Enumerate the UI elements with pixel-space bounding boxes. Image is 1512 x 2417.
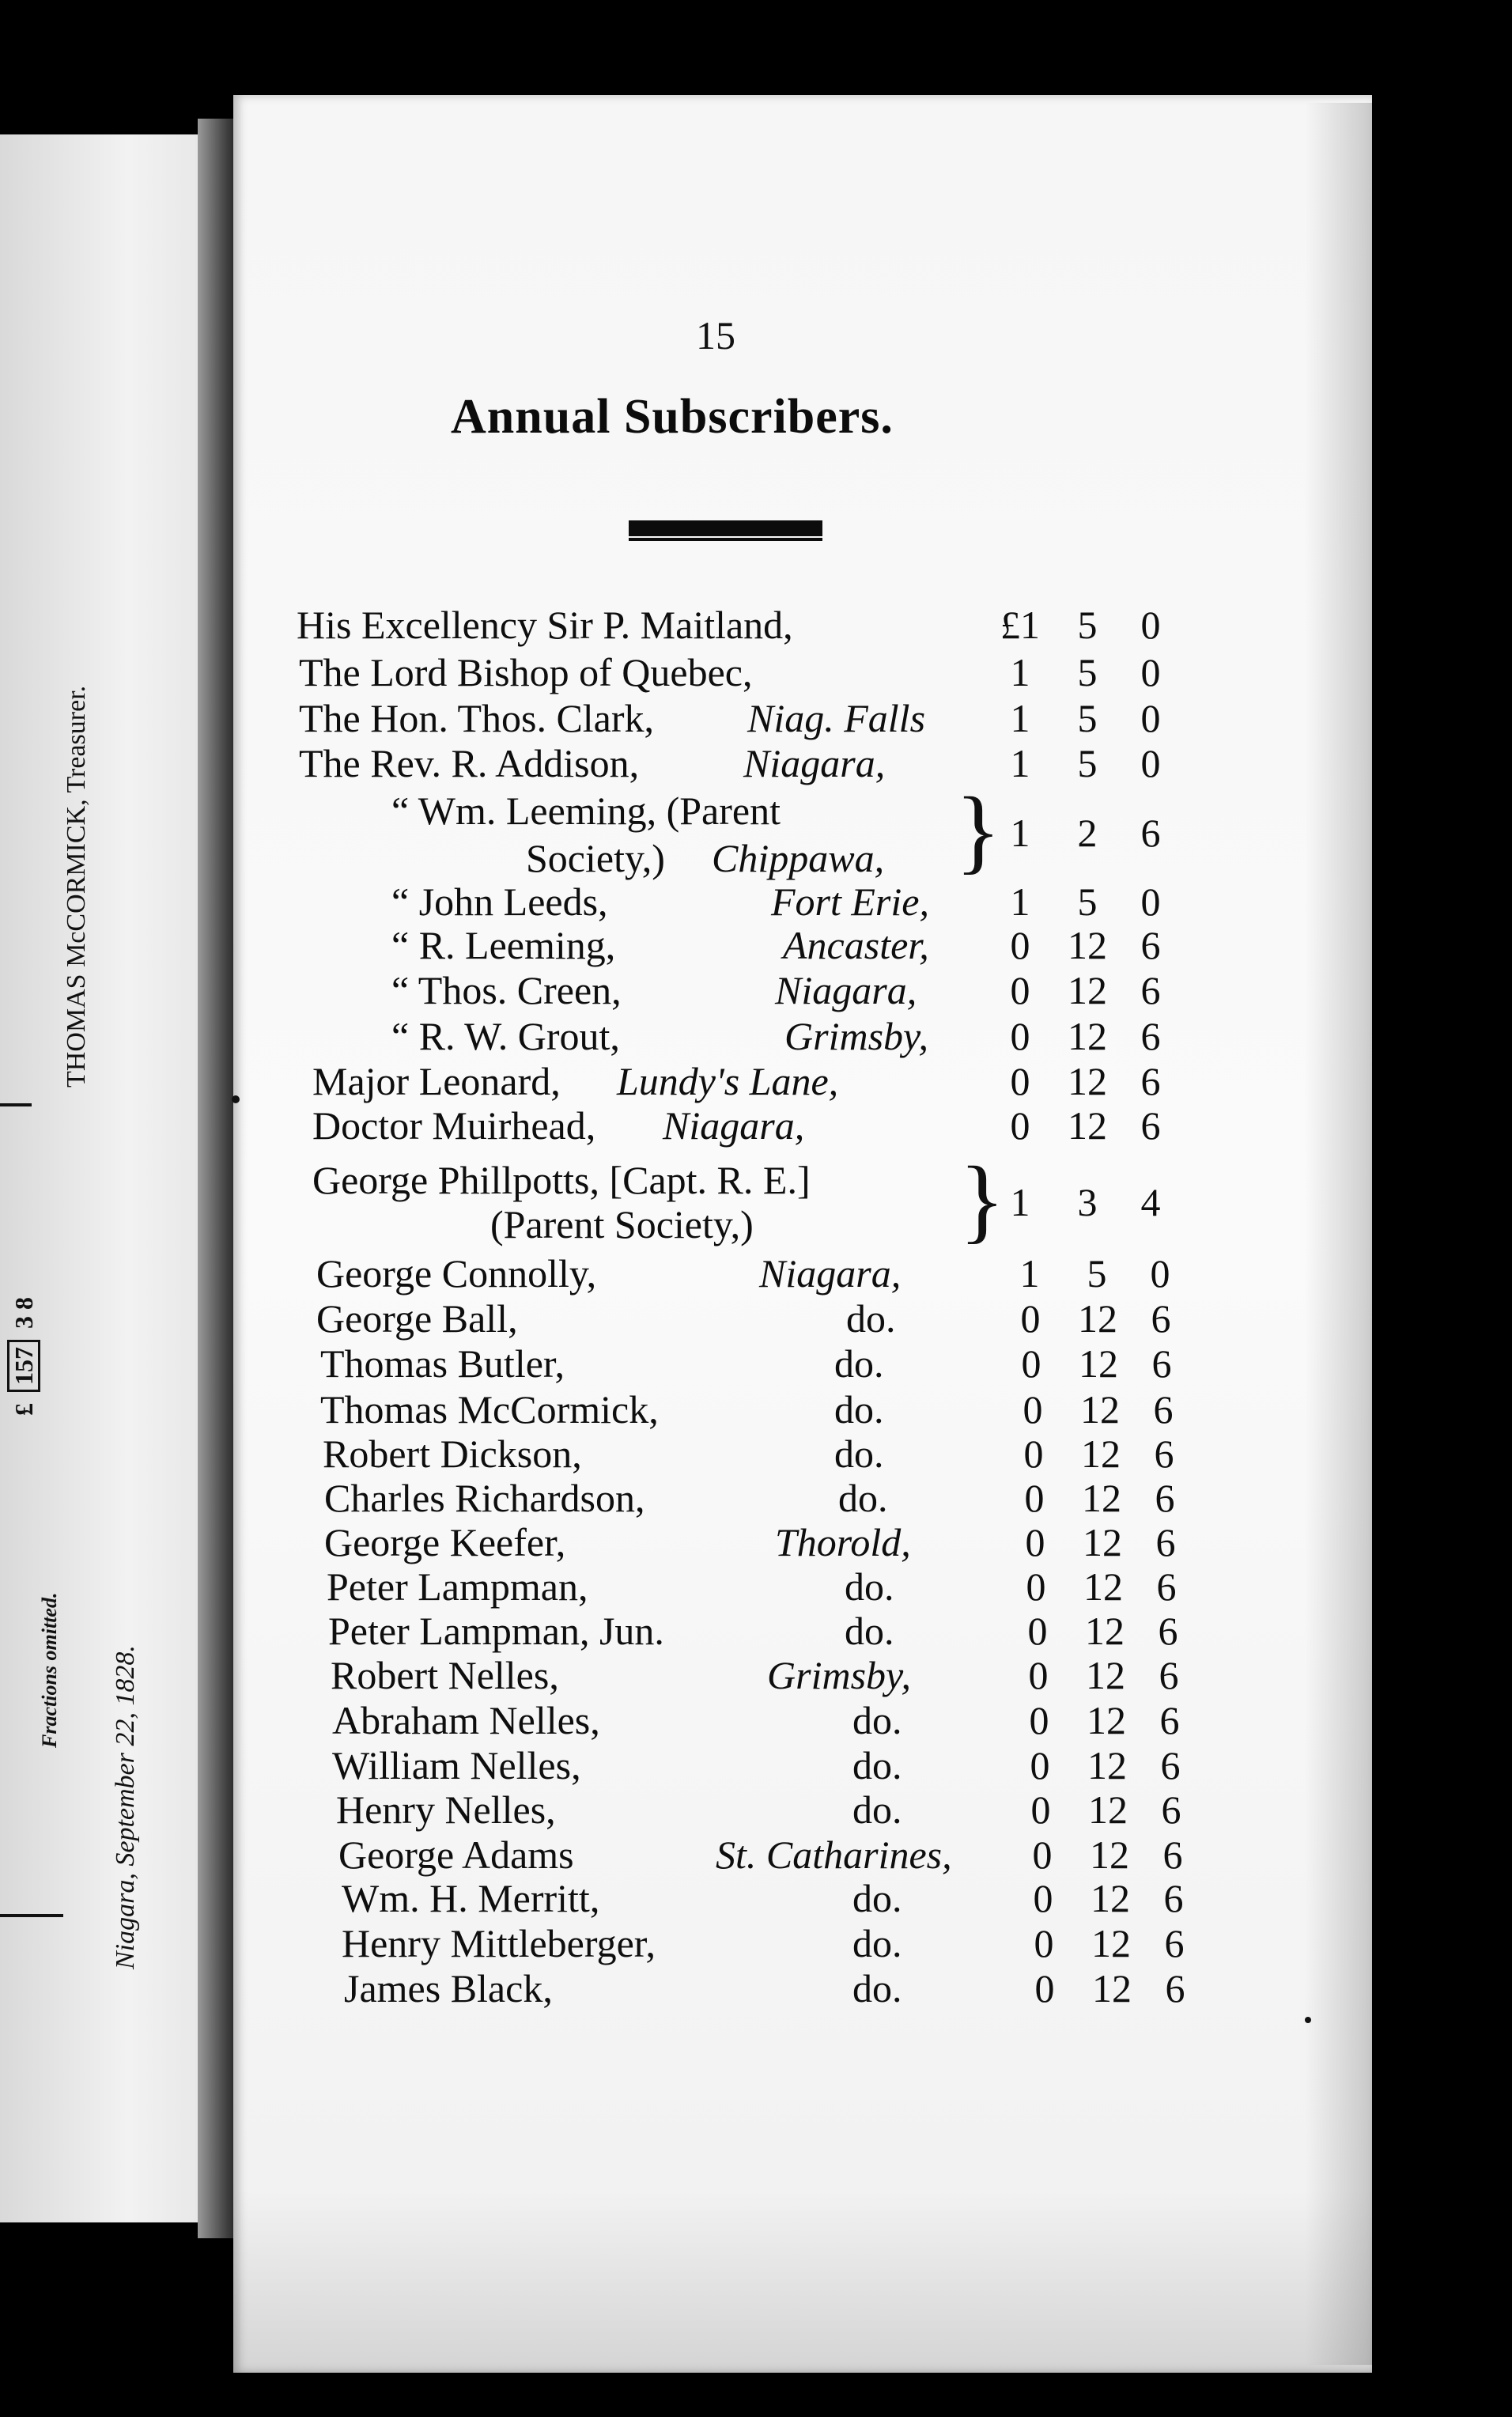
amount-shillings: 5 xyxy=(1077,650,1098,694)
ink-speck xyxy=(232,1095,240,1103)
amount-shillings: 12 xyxy=(1068,1059,1107,1103)
subscriber-row xyxy=(0,1102,1512,1149)
amount-shillings: 12 xyxy=(1079,1341,1118,1386)
subscriber-place: Ancaster, xyxy=(783,923,929,967)
subscriber-place: Niagara, xyxy=(663,1103,805,1148)
subscriber-row xyxy=(0,1057,1512,1105)
subscriber-name: Charles Richardson, xyxy=(324,1476,645,1520)
subscriber-place: do. xyxy=(834,1341,884,1386)
subscriber-row xyxy=(0,966,1512,1014)
amount-pounds: 0 xyxy=(1032,1833,1053,1877)
subscriber-place: do. xyxy=(838,1476,888,1520)
subscriber-row xyxy=(0,1786,1512,1833)
amount-pounds: 0 xyxy=(1024,1476,1045,1520)
subscriber-name: Doctor Muirhead, xyxy=(312,1103,596,1148)
subscriber-place: do. xyxy=(846,1296,896,1341)
amount-pence: 0 xyxy=(1140,696,1161,740)
subscriber-name: Robert Dickson, xyxy=(323,1432,582,1476)
page-heading: Annual Subscribers. xyxy=(451,390,894,444)
subscriber-row xyxy=(0,1474,1512,1522)
subscriber-name: George Adams xyxy=(338,1833,574,1877)
subscriber-name: The Rev. R. Addison, xyxy=(299,741,640,785)
amount-pence: 6 xyxy=(1155,1520,1176,1564)
subscriber-place: do. xyxy=(852,1966,902,2010)
amount-shillings: 5 xyxy=(1077,879,1098,924)
subscriber-row xyxy=(0,921,1512,969)
amount-shillings: 5 xyxy=(1077,603,1098,647)
amount-shillings: 12 xyxy=(1086,1653,1125,1697)
subscriber-name: William Nelles, xyxy=(332,1743,581,1787)
amount-pounds: 1 xyxy=(1010,1180,1030,1224)
amount-shillings: 12 xyxy=(1068,968,1107,1012)
subscriber-name: Peter Lampman, Jun. xyxy=(328,1609,664,1653)
subscriber-name-continuation: (Parent Society,) xyxy=(490,1202,754,1246)
total-fraction: 3 8 xyxy=(9,1297,38,1329)
subscriber-place: Grimsby, xyxy=(784,1014,928,1058)
amount-pence: 6 xyxy=(1140,811,1161,855)
amount-pounds: 1 xyxy=(1010,879,1030,924)
subscriber-name: George Connolly, xyxy=(316,1251,597,1295)
subscriber-place: St. Catharines, xyxy=(716,1833,952,1877)
subscriber-row xyxy=(0,1430,1512,1477)
subscriber-name: “ Wm. Leeming, (Parent xyxy=(391,789,781,833)
subscriber-row xyxy=(0,1519,1512,1566)
subscriber-row xyxy=(0,694,1512,742)
amount-pence: 6 xyxy=(1151,1296,1171,1341)
amount-shillings: 12 xyxy=(1092,1966,1132,2010)
subscriber-place: Thorold, xyxy=(775,1520,911,1564)
amount-pounds: 0 xyxy=(1010,968,1030,1012)
subscriber-place: do. xyxy=(852,1743,902,1787)
subscriber-name: “ John Leeds, xyxy=(391,879,608,924)
subscriber-place: do. xyxy=(852,1876,902,1920)
subscriber-row xyxy=(0,1965,1512,2012)
subscriber-row xyxy=(0,1742,1512,1789)
subscriber-name: Peter Lampman, xyxy=(327,1564,588,1609)
amount-pounds: 0 xyxy=(1023,1432,1044,1476)
subscriber-name: George Keefer, xyxy=(324,1520,566,1564)
amount-pounds: 0 xyxy=(1021,1341,1041,1386)
subscriber-name: Henry Nelles, xyxy=(336,1787,556,1832)
treasurer-text: THOMAS McCORMICK, Treasurer. xyxy=(62,685,91,1087)
subscriber-row xyxy=(0,1386,1512,1433)
amount-pounds: 0 xyxy=(1030,1787,1051,1832)
subscriber-place: Chippawa, xyxy=(712,836,885,880)
subscriber-row xyxy=(0,1607,1512,1655)
amount-pence: 0 xyxy=(1140,650,1161,694)
amount-pounds: 0 xyxy=(1027,1609,1048,1653)
amount-shillings: 12 xyxy=(1068,1014,1107,1058)
amount-shillings: 12 xyxy=(1085,1609,1125,1653)
amount-pounds: 1 xyxy=(1010,741,1030,785)
amount-pence: 6 xyxy=(1156,1564,1177,1609)
amount-pounds: 0 xyxy=(1026,1564,1046,1609)
amount-pence: 6 xyxy=(1159,1698,1180,1742)
amount-pounds: 0 xyxy=(1025,1520,1045,1564)
subscriber-name: Thomas Butler, xyxy=(320,1341,565,1386)
subscriber-place: do. xyxy=(852,1698,902,1742)
amount-shillings: 12 xyxy=(1090,1833,1129,1877)
subscriber-row xyxy=(0,649,1512,696)
subscriber-row xyxy=(0,1920,1512,1967)
subscriber-name: Henry Mittleberger, xyxy=(342,1921,656,1965)
amount-pounds: 0 xyxy=(1033,1876,1053,1920)
amount-pence: 6 xyxy=(1140,923,1161,967)
amount-shillings: 12 xyxy=(1068,923,1107,967)
amount-pence: 6 xyxy=(1140,968,1161,1012)
subscriber-name: “ R. Leeming, xyxy=(391,923,616,967)
fractions-text: Fractions omitted. xyxy=(38,1592,61,1748)
amount-pence: 0 xyxy=(1140,741,1161,785)
subscriber-name: Abraham Nelles, xyxy=(332,1698,600,1742)
subscriber-name: The Lord Bishop of Quebec, xyxy=(299,650,753,694)
subscriber-row-continuation xyxy=(0,834,1512,882)
subscriber-place: Niagara, xyxy=(743,741,886,785)
amount-pence: 6 xyxy=(1140,1059,1161,1103)
amount-pounds: 0 xyxy=(1010,923,1030,967)
subscriber-place: do. xyxy=(852,1921,902,1965)
amount-shillings: 12 xyxy=(1087,1698,1126,1742)
amount-shillings: 12 xyxy=(1088,1787,1128,1832)
subscriber-name: Robert Nelles, xyxy=(331,1653,559,1697)
amount-pounds: 0 xyxy=(1010,1014,1030,1058)
subscriber-place: do. xyxy=(834,1432,884,1476)
amount-pence: 6 xyxy=(1161,1787,1181,1832)
amount-pence: 0 xyxy=(1140,879,1161,924)
subscriber-place: Niagara, xyxy=(759,1251,902,1295)
amount-shillings: 12 xyxy=(1083,1520,1122,1564)
subscriber-place: Fort Erie, xyxy=(771,879,929,924)
amount-pounds: 0 xyxy=(1034,1921,1054,1965)
amount-pence: 6 xyxy=(1160,1743,1181,1787)
amount-shillings: 12 xyxy=(1087,1743,1127,1787)
subscriber-name-continuation: Society,) xyxy=(526,836,665,880)
subscriber-name: Wm. H. Merritt, xyxy=(342,1876,600,1920)
amount-shillings: 5 xyxy=(1077,696,1098,740)
amount-pence: 0 xyxy=(1150,1251,1170,1295)
subscriber-name: The Hon. Thos. Clark, xyxy=(299,696,655,740)
amount-pounds: £1 xyxy=(1000,603,1040,647)
total-currency: £ xyxy=(9,1403,38,1416)
amount-pounds: 0 xyxy=(1030,1743,1050,1787)
amount-pence: 6 xyxy=(1155,1476,1175,1520)
amount-pounds: 1 xyxy=(1010,650,1030,694)
amount-shillings: 5 xyxy=(1077,741,1098,785)
subscriber-place: do. xyxy=(845,1609,894,1653)
curly-brace-icon: } xyxy=(955,777,1001,883)
amount-pounds: 0 xyxy=(1010,1059,1030,1103)
date-text: Niagara, September 22, 1828. xyxy=(111,1645,140,1969)
subscriber-row-continuation xyxy=(0,1201,1512,1248)
amount-shillings: 12 xyxy=(1091,1876,1130,1920)
total-value: 157 xyxy=(7,1340,40,1392)
amount-pounds: 1 xyxy=(1010,811,1030,855)
amount-pence: 0 xyxy=(1140,603,1161,647)
amount-pounds: 0 xyxy=(1020,1296,1041,1341)
subscriber-place: do. xyxy=(845,1564,894,1609)
amount-pence: 6 xyxy=(1162,1833,1183,1877)
amount-pence: 6 xyxy=(1158,1609,1178,1653)
subscriber-row xyxy=(0,787,1512,855)
amount-shillings: 2 xyxy=(1077,811,1098,855)
amount-shillings: 12 xyxy=(1082,1476,1121,1520)
amount-pence: 6 xyxy=(1159,1653,1179,1697)
subscriber-row xyxy=(0,1563,1512,1610)
subscriber-place: do. xyxy=(852,1787,902,1832)
ink-speck xyxy=(1305,2017,1311,2023)
amount-pounds: 0 xyxy=(1034,1966,1055,2010)
subscriber-row xyxy=(0,1250,1512,1297)
amount-shillings: 12 xyxy=(1091,1921,1131,1965)
amount-pounds: 0 xyxy=(1028,1653,1049,1697)
amount-shillings: 12 xyxy=(1081,1432,1121,1476)
amount-shillings: 12 xyxy=(1083,1564,1123,1609)
subscriber-place: Grimsby, xyxy=(767,1653,911,1697)
amount-shillings: 3 xyxy=(1077,1180,1098,1224)
subscriber-name: Major Leonard, xyxy=(312,1059,561,1103)
amount-pounds: 0 xyxy=(1029,1698,1049,1742)
subscriber-row xyxy=(0,1696,1512,1744)
subscriber-place: Niagara, xyxy=(775,968,917,1012)
subscriber-place: Lundy's Lane, xyxy=(617,1059,839,1103)
amount-pence: 4 xyxy=(1140,1180,1161,1224)
amount-pence: 6 xyxy=(1151,1341,1172,1386)
curly-brace-icon: } xyxy=(959,1147,1005,1252)
amount-pounds: 1 xyxy=(1010,696,1030,740)
amount-pence: 6 xyxy=(1153,1387,1174,1432)
subscriber-row xyxy=(0,1340,1512,1387)
amount-pounds: 1 xyxy=(1019,1251,1040,1295)
subscriber-place: do. xyxy=(834,1387,884,1432)
amount-pence: 6 xyxy=(1140,1103,1161,1148)
page-number: 15 xyxy=(696,313,735,357)
subscriber-name: George Ball, xyxy=(316,1296,518,1341)
subscriber-row xyxy=(0,1295,1512,1342)
amount-pounds: 0 xyxy=(1022,1387,1043,1432)
amount-pence: 6 xyxy=(1164,1921,1185,1965)
amount-shillings: 12 xyxy=(1068,1103,1107,1148)
subscriber-name: George Phillpotts, [Capt. R. E.] xyxy=(312,1158,811,1202)
amount-pence: 6 xyxy=(1154,1432,1174,1476)
subscriber-name: “ Thos. Creen, xyxy=(391,968,622,1012)
amount-shillings: 12 xyxy=(1078,1296,1117,1341)
subscriber-name: His Excellency Sir P. Maitland, xyxy=(297,603,793,647)
subscriber-row xyxy=(0,1012,1512,1060)
amount-pence: 6 xyxy=(1165,1966,1185,2010)
subscriber-name: “ R. W. Grout, xyxy=(391,1014,620,1058)
amount-shillings: 5 xyxy=(1087,1251,1107,1295)
subscriber-name: Thomas McCormick, xyxy=(320,1387,659,1432)
subscriber-row xyxy=(0,1874,1512,1922)
amount-pence: 6 xyxy=(1140,1014,1161,1058)
subscriber-place: Niag. Falls xyxy=(747,696,926,740)
subscriber-name: James Black, xyxy=(344,1966,553,2010)
amount-pence: 6 xyxy=(1163,1876,1184,1920)
amount-shillings: 12 xyxy=(1080,1387,1120,1432)
subscriber-row xyxy=(0,1831,1512,1878)
amount-pounds: 0 xyxy=(1010,1103,1030,1148)
subscriber-row xyxy=(0,739,1512,787)
subscriber-row xyxy=(0,1651,1512,1699)
subscriber-row xyxy=(0,601,1512,649)
subscriber-row xyxy=(0,878,1512,925)
